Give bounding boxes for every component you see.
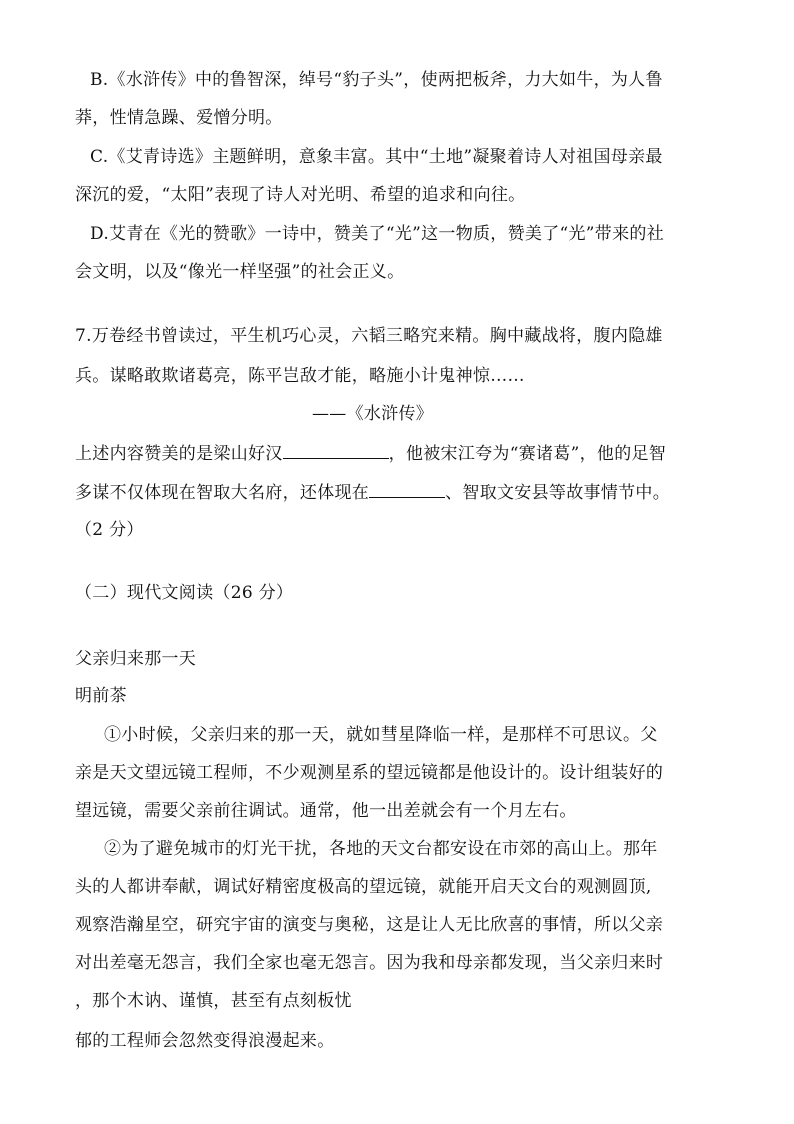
paragraph2-line6: 郁的工程师会忽然变得浪漫起来。 <box>75 1031 335 1051</box>
paragraph2-line3: 观察浩瀚星空，研究宇宙的演变与奥秘，这是让人无比欣喜的事情，所以父亲 <box>75 915 664 935</box>
option-d-line1: D.艾青在《光的赞歌》一诗中，赞美了“光”这一物质，赞美了“光”带来的社 <box>90 224 664 244</box>
question7-source: ——《水浒传》 <box>312 404 434 424</box>
paragraph1-line1: ①小时候，父亲归来的那一天，就如彗星降临一样，是那样不可思议。父 <box>104 725 658 745</box>
question7-prompt-1a: 上述内容赞美的是梁山好汉 <box>75 444 283 464</box>
paragraph2-line2: 头的人都讲奉献，调试好精密度极高的望远镜，就能开启天文台的观测圆顶, <box>75 877 652 897</box>
question7-prompt-line1 <box>75 442 725 465</box>
option-c-line1: C.《艾青诗选》主题鲜明，意象丰富。其中“土地”凝聚着诗人对祖国母亲最 <box>90 147 663 167</box>
option-b-line2: 莽，性情急躁、爱憎分明。 <box>75 108 283 128</box>
option-d-line2: 会文明，以及“像光一样坚强”的社会正义。 <box>75 262 405 282</box>
section-heading: （二）现代文阅读（26 分） <box>75 583 294 603</box>
question7-poem-line1: 7.万卷经书曾读过，平生机巧心灵，六韬三略究来精。胸中藏战将，腹内隐雄 <box>75 326 663 346</box>
paragraph1-line3: 望远镜，需要父亲前往调试。通常，他一出差就会有一个月左右。 <box>75 801 577 821</box>
paragraph2-line4: 对出差毫无怨言，我们全家也毫无怨言。因为我和母亲都发现，当父亲归来时 <box>75 953 664 973</box>
paragraph2-line5: ，那个木讷、谨慎，甚至有点刻板忧 <box>75 991 352 1011</box>
answer-blank-1[interactable] <box>283 442 389 459</box>
paragraph1-line2: 亲是天文望远镜工程师，不少观测星系的望远镜都是他设计的。设计组装好的 <box>75 763 664 783</box>
question7-points: （2 分） <box>75 520 144 540</box>
question7-prompt-2a: 多谋不仅体现在智取大名府，还体现在 <box>75 483 370 503</box>
option-b-line1: B.《水浒传》中的鲁智深，绰号“豹子头”，使两把板斧，力大如牛，为人鲁 <box>90 70 663 90</box>
paragraph2-line1: ②为了避免城市的灯光干扰，各地的天文台都安设在市郊的高山上。那年 <box>104 839 658 859</box>
question7-poem-line2: 兵。谋略敢欺诸葛亮，陈平岂敌才能，略施小计鬼神惊…… <box>75 366 525 386</box>
article-title: 父亲归来那一天 <box>75 649 197 669</box>
article-author: 明前茶 <box>75 686 127 706</box>
question7-prompt-line2 <box>75 481 725 504</box>
question7-prompt-1b: ，他被宋江夸为“赛诸葛”，他的足智 <box>388 444 667 464</box>
option-c-line2: 深沉的爱，“太阳”表现了诗人对光明、希望的追求和向往。 <box>75 185 526 205</box>
question7-prompt-2b: 、智取文安县等故事情节中。 <box>445 483 671 503</box>
answer-blank-2[interactable] <box>369 481 445 498</box>
